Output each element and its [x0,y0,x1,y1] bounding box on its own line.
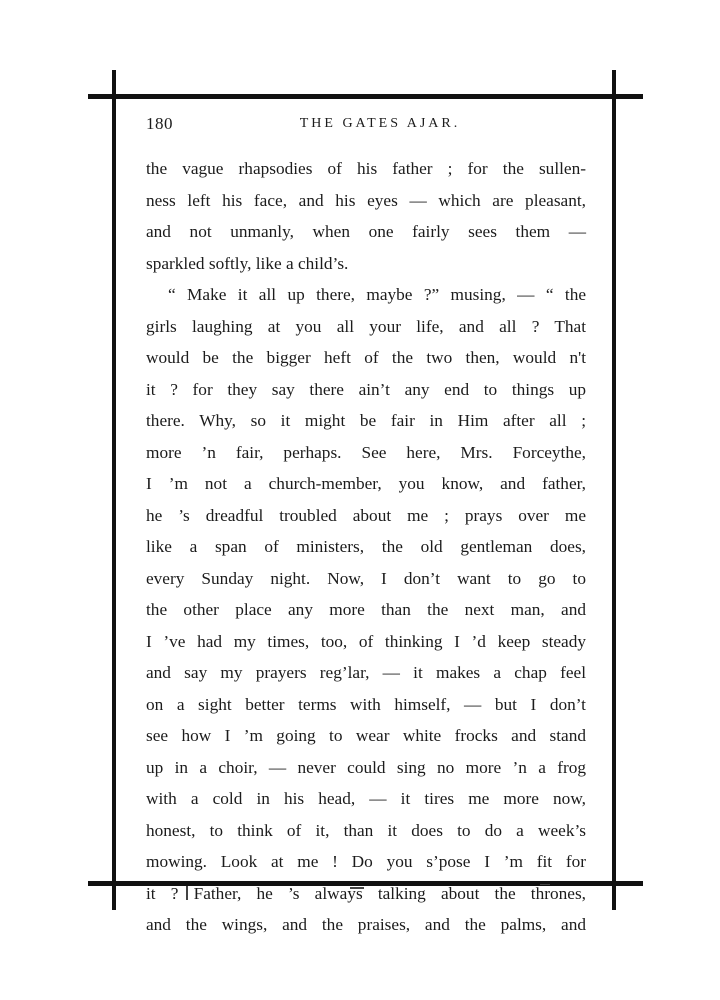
text-line: would be the bigger heft of the two then, would n't [146,348,586,367]
text-line: he ’s dreadful troubled about me ; prays over me [146,505,586,525]
left-border-rule [112,70,116,910]
text-line: on a sight better terms with himself, — but I don’t [146,694,586,714]
text-line: up in a choir, — never could sing no more ’n a frog [146,757,586,777]
text-line: more ’n fair, perhaps. See here, Mrs. Forceythe, [146,442,586,462]
text-line: and the wings, and the praises, and the palms, and [146,915,586,934]
page-number: 180 [146,114,173,133]
text-line: every Sunday night. Now, I don’t want to go to [146,568,586,588]
text-line: mowing. Look at me ! Do you s’pose I ’m fit for [146,852,586,871]
body-text [146,153,586,941]
text-line: “ Make it all up there, maybe ?” musing, — “ the [168,285,586,304]
text-line: the vague rhapsodies of his father ; for the sullen- [146,159,586,178]
text-line: I ’m not a church-member, you know, and father, [146,474,586,493]
text-line: I ’ve had my times, too, of thinking I ’d keep steady [146,631,586,651]
text-line: with a cold in his head, — it tires me more now, [146,789,586,808]
running-head [146,114,584,138]
text-line: it ? for they say there ain’t any end to things up [146,379,586,399]
book-title: THE GATES AJAR. [299,116,461,131]
text-line: and say my prayers reg’lar, — it makes a chap feel [146,663,586,682]
text-line: there. Why, so it might be fair in Him after all ; [146,411,586,430]
top-border-rule [88,94,643,99]
text-line: ness left his face, and his eyes — which are pleasant, [146,190,586,210]
text-line: girls laughing at you all your life, and all ? That [146,316,586,336]
text-line: sparkled softly, like a child’s. [146,253,349,273]
text-line: like a span of ministers, the old gentleman does, [146,537,586,556]
text-line: it ? Father, he ’s always talking about the thrones, [146,883,586,903]
text-line: honest, to think of it, than it does to do a week’s [146,820,586,840]
right-border-rule [612,70,616,910]
text-line: the other place any more than the next man, and [146,600,586,619]
text-line: and not unmanly, when one fairly sees them — [146,222,586,241]
text-line: see how I ’m going to wear white frocks and stand [146,726,586,745]
